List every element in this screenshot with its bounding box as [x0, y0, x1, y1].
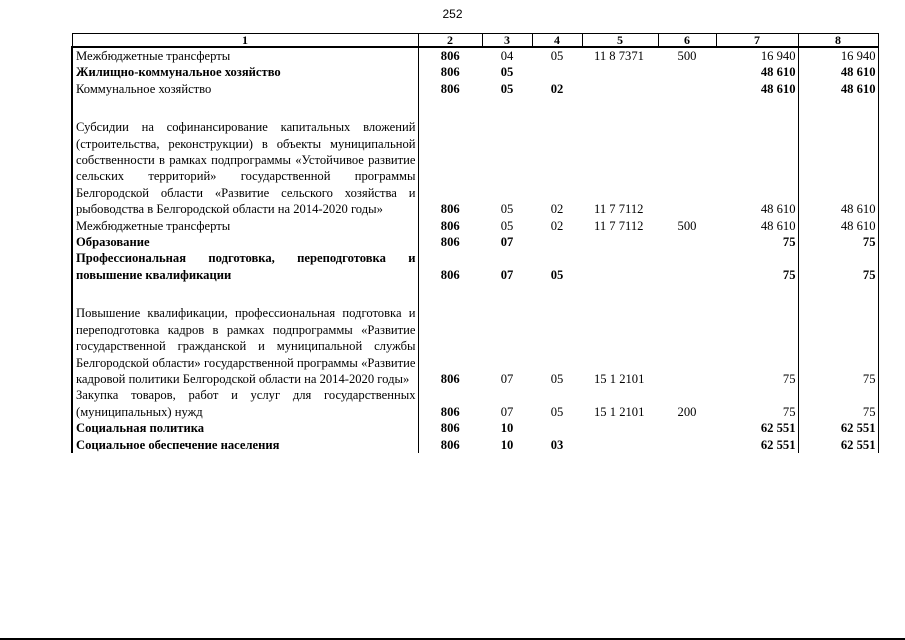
page-number: 252	[442, 7, 463, 21]
cell-c5	[582, 234, 658, 250]
cell-c5	[582, 250, 658, 283]
cell-c4	[532, 64, 582, 80]
cell-c4: 05	[550, 371, 564, 386]
cell-c7: 75	[716, 250, 798, 283]
cell-c4: 02	[550, 218, 564, 233]
cell-c4: 05	[550, 404, 564, 419]
cell-c2: 806	[440, 421, 460, 436]
cell-c5: 11 8 7371	[594, 49, 644, 63]
cell-c7: 75	[716, 387, 798, 420]
cell-c6: 200	[677, 404, 697, 419]
cell-c3: 07	[500, 404, 514, 419]
row-label: Субсидии на софинансирование капитальных вложений (строительства, реконструкции) в объекты муниципальной собственности в рамках подпрограммы «Устойчивое развитие сельских территорий» государственной программы Белгородской области «Развитие сельского хозяйства и рыбоводства в Белгородской области на 2014-2020 годы»	[72, 119, 418, 217]
table-row	[72, 64, 878, 80]
row-label: Профессиональная подготовка, переподготовка и повышение квалификации	[72, 250, 418, 283]
cell-c5: 15 1 2101	[594, 404, 645, 419]
cell-c6	[658, 420, 716, 436]
cell-c3: 10	[500, 421, 514, 436]
spacer-row	[72, 283, 878, 305]
cell-c8: 16 940	[798, 47, 878, 64]
cell-c8: 48 610	[798, 218, 878, 234]
col-header-5: 5	[582, 34, 658, 48]
cell-c2: 806	[440, 437, 460, 452]
row-label: Социальная политика	[72, 420, 418, 436]
cell-c5	[582, 64, 658, 80]
cell-c8: 62 551	[798, 437, 878, 453]
cell-c7: 48 610	[716, 218, 798, 234]
table-row	[72, 119, 878, 217]
cell-c3: 07	[500, 267, 514, 282]
cell-c2: 806	[440, 81, 460, 96]
cell-c4	[532, 234, 582, 250]
cell-c7: 62 551	[716, 437, 798, 453]
cell-c3: 05	[500, 81, 514, 96]
cell-c4: 02	[550, 202, 564, 217]
cell-c2: 806	[440, 49, 460, 63]
table-row	[72, 420, 878, 436]
row-label: Коммунальное хозяйство	[72, 81, 418, 97]
cell-c4: 05	[550, 267, 564, 282]
cell-c8: 48 610	[798, 119, 878, 217]
cell-c2: 806	[440, 267, 460, 282]
cell-c7: 75	[716, 305, 798, 387]
row-label: Социальное обеспечение населения	[72, 437, 418, 453]
cell-c7: 48 610	[716, 64, 798, 80]
col-header-3: 3	[482, 34, 532, 48]
cell-c2: 806	[440, 371, 460, 386]
cell-c3: 05	[500, 65, 514, 80]
table-row	[72, 47, 878, 64]
row-label: Межбюджетные трансферты	[72, 47, 418, 64]
cell-c6	[658, 64, 716, 80]
row-label: Жилищно-коммунальное хозяйство	[72, 64, 418, 80]
cell-c7: 16 940	[716, 47, 798, 64]
col-header-4: 4	[532, 34, 582, 48]
table-row	[72, 218, 878, 234]
cell-c6	[658, 119, 716, 217]
cell-c4: 05	[550, 49, 564, 63]
table-body	[72, 47, 878, 453]
cell-c3: 07	[500, 371, 514, 386]
cell-c6	[658, 250, 716, 283]
cell-c5	[582, 437, 658, 453]
cell-c5	[582, 420, 658, 436]
row-label: Повышение квалификации, профессиональная подготовка и переподготовка кадров в рамках подпрограммы «Развитие государственной гражданской и муниципальной службы Белгородской области» государственной программы «Развитие кадровой политики Белгородской области на 2014-2020 годы»	[72, 305, 418, 387]
col-header-6: 6	[658, 34, 716, 48]
cell-c8: 75	[798, 387, 878, 420]
cell-c5: 11 7 7112	[594, 218, 644, 233]
cell-c2: 806	[440, 202, 460, 217]
cell-c4: 02	[550, 81, 564, 96]
cell-c6	[658, 234, 716, 250]
table-row	[72, 437, 878, 453]
cell-c7: 75	[716, 234, 798, 250]
cell-c6: 500	[677, 49, 697, 63]
cell-c4	[532, 420, 582, 436]
cell-c4: 03	[550, 437, 564, 452]
row-label: Закупка товаров, работ и услуг для государственных (муниципальных) нужд	[72, 387, 418, 420]
cell-c8: 62 551	[798, 420, 878, 436]
col-header-2: 2	[418, 34, 482, 48]
cell-c5: 15 1 2101	[594, 371, 645, 386]
cell-c7: 62 551	[716, 420, 798, 436]
cell-c7: 48 610	[716, 119, 798, 217]
table-row	[72, 81, 878, 97]
cell-c6: 500	[677, 218, 697, 233]
cell-c8: 75	[798, 250, 878, 283]
cell-c5	[582, 81, 658, 97]
row-label: Образование	[72, 234, 418, 250]
table-row	[72, 234, 878, 250]
cell-c8: 75	[798, 234, 878, 250]
cell-c6	[658, 305, 716, 387]
table-row	[72, 305, 878, 387]
col-header-1: 1	[72, 34, 418, 48]
cell-c3: 10	[500, 437, 514, 452]
col-header-8: 8	[798, 34, 878, 48]
cell-c8: 75	[798, 305, 878, 387]
spacer-row	[72, 97, 878, 119]
header-row	[72, 34, 878, 48]
cell-c8: 48 610	[798, 81, 878, 97]
cell-c2: 806	[440, 404, 460, 419]
cell-c5: 11 7 7112	[594, 202, 644, 217]
cell-c3: 05	[500, 218, 514, 233]
col-header-7: 7	[716, 34, 798, 48]
cell-c2: 806	[440, 218, 460, 233]
cell-c3: 04	[500, 49, 514, 63]
row-label: Межбюджетные трансферты	[72, 218, 418, 234]
cell-c3: 05	[500, 202, 514, 217]
cell-c6	[658, 81, 716, 97]
cell-c7: 48 610	[716, 81, 798, 97]
cell-c8: 48 610	[798, 64, 878, 80]
table-row	[72, 250, 878, 283]
table-row	[72, 387, 878, 420]
cell-c6	[658, 437, 716, 453]
cell-c3: 07	[500, 235, 514, 250]
cell-c2: 806	[440, 65, 460, 80]
cell-c2: 806	[440, 235, 460, 250]
budget-table	[71, 33, 879, 453]
